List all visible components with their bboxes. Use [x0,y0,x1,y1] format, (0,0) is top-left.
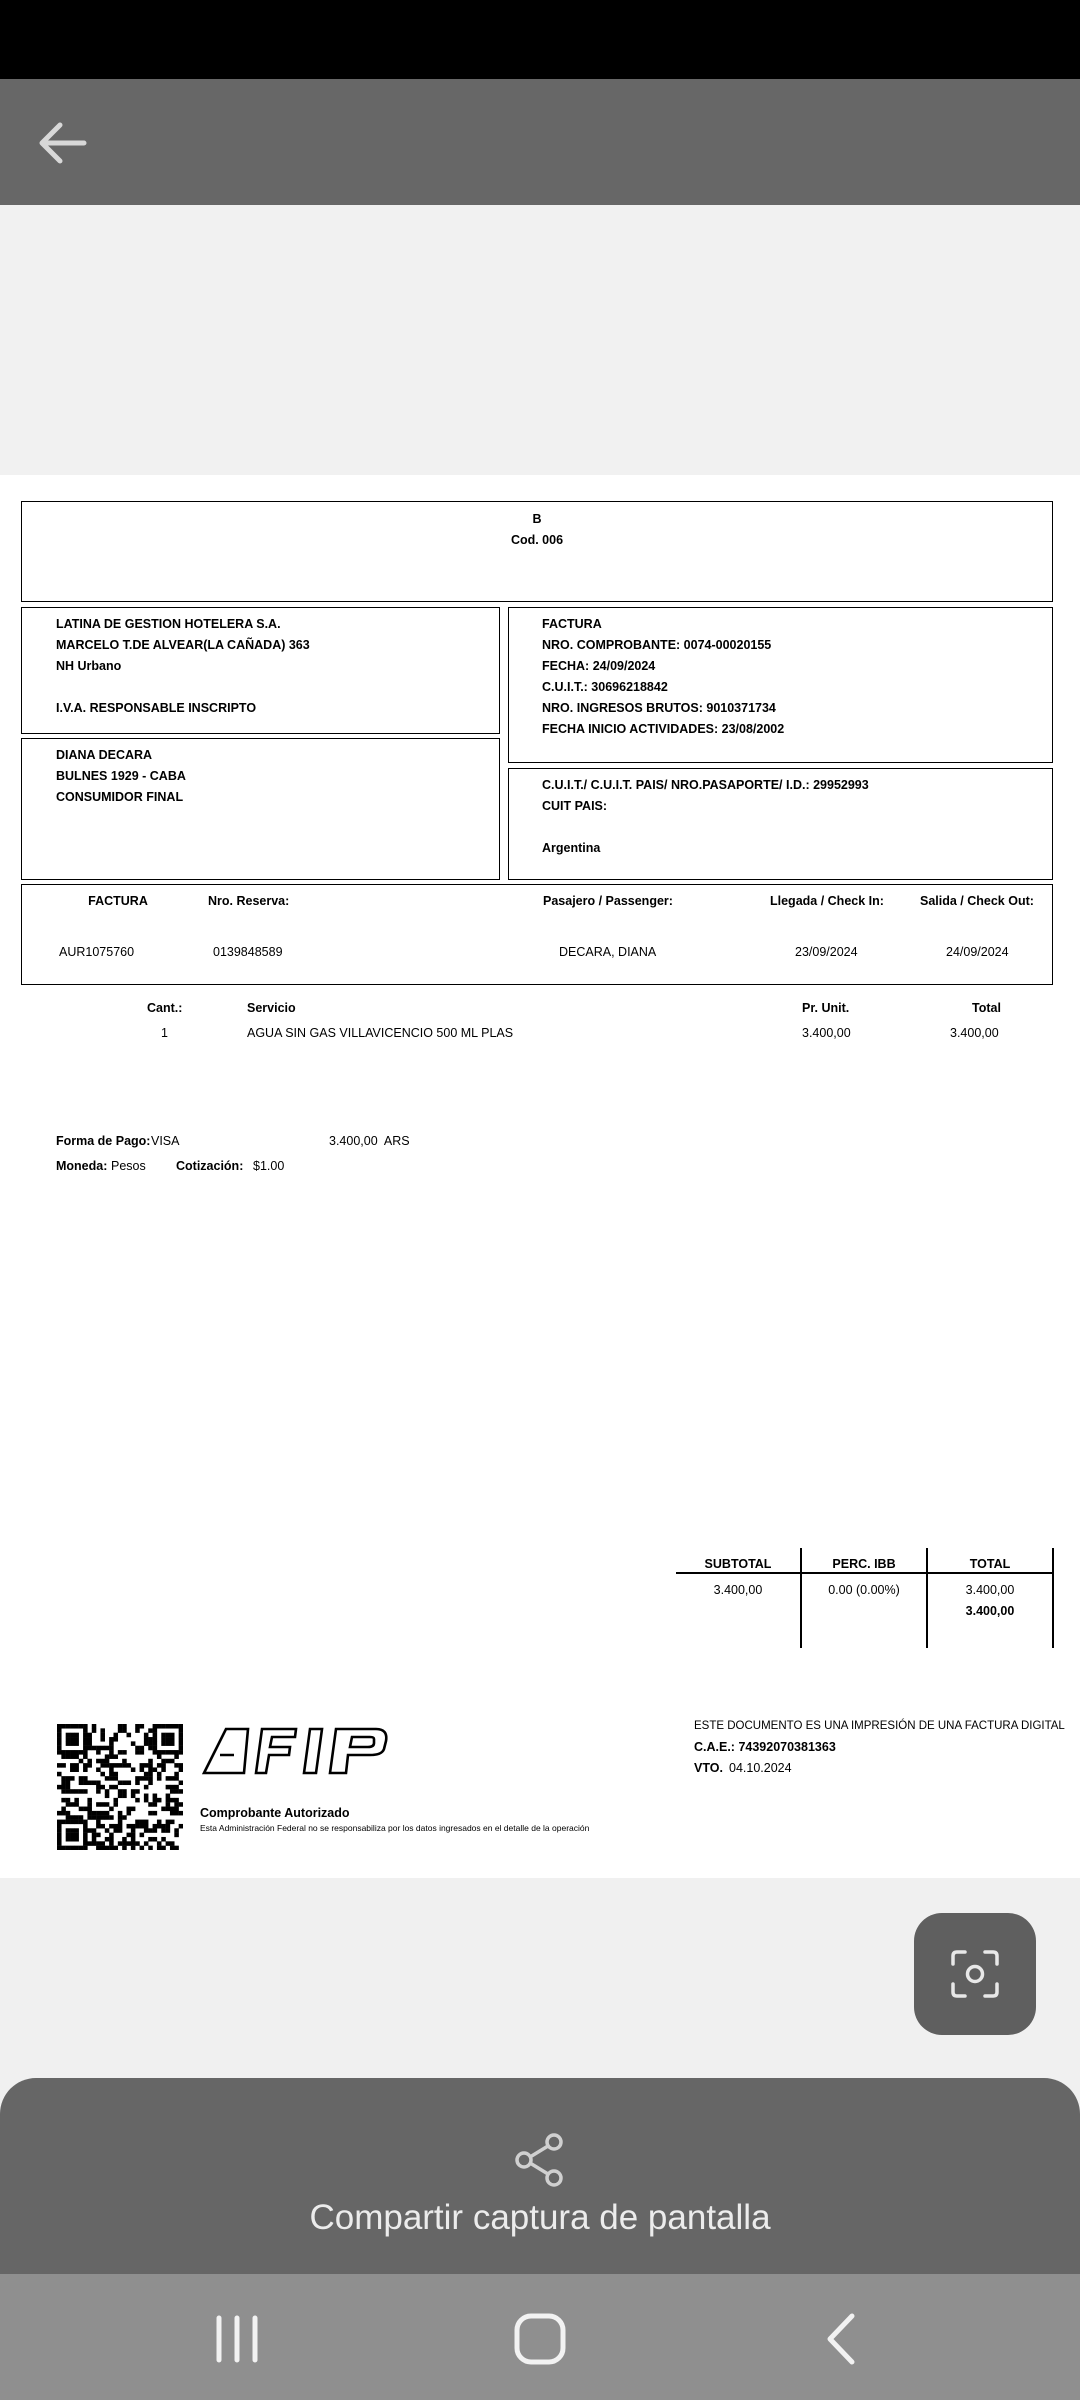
cae-number: C.A.E.: 74392070381363 [694,1740,836,1754]
issuer-tax-status: I.V.A. RESPONSABLE INSCRIPTO [56,701,257,715]
invoice-code: Cod. 006 [510,533,564,547]
afip-logo-text: AFIP [296,1771,299,1772]
rate-value: $1.00 [253,1159,285,1173]
stay-checkout: 24/09/2024 [946,945,1009,959]
stay-header-passenger: Pasajero / Passenger: [543,894,673,908]
client-id: C.U.I.T./ C.U.I.T. PAIS/ NRO.PASAPORTE/ I.D.: 29952993 [542,778,869,792]
afip-logo [200,1725,392,1777]
client-condition: CONSUMIDOR FINAL [56,790,184,804]
afip-disclaimer: Esta Administración Federal no se responsabiliza por los datos ingresados en el detalle de la operación [200,1823,590,1833]
item-service: AGUA SIN GAS VILLAVICENCIO 500 ML PLAS [247,1026,514,1040]
afip-authorized: Comprobante Autorizado [200,1806,350,1820]
stay-invoice-id: AUR1075760 [59,945,135,959]
currency-label: Moneda: [56,1159,108,1173]
totals-header-subtotal: SUBTOTAL [704,1557,772,1571]
vto-date: 04.10.2024 [729,1761,792,1775]
invoice-document [0,475,1080,1878]
subtotal-value: 3.400,00 [713,1583,763,1597]
client-cuit-pais: CUIT PAIS: [542,799,608,813]
totals-header-line [676,1572,1053,1574]
recent-apps-icon[interactable] [202,2304,272,2374]
doc-info-box [508,607,1053,763]
doc-type: FACTURA [542,617,602,631]
stay-checkin: 23/09/2024 [795,945,858,959]
share-icon [510,2130,570,2190]
status-bar [0,0,1080,79]
items-header-service: Servicio [247,1001,296,1015]
qr-code [57,1724,183,1850]
currency-value: Pesos [111,1159,146,1173]
totals-header-total: TOTAL [969,1557,1011,1571]
share-screenshot-sheet[interactable] [0,2078,1080,2274]
issuer-address: MARCELO T.DE ALVEAR(LA CAÑADA) 363 [56,638,310,652]
stay-passenger: DECARA, DIANA [559,945,657,959]
totals-divider [1052,1548,1054,1648]
preview-margin-top [0,205,1080,475]
invoice-header-box [21,501,1053,602]
items-header-qty: Cant.: [147,1001,183,1015]
client-id-box [508,768,1053,880]
issuer-brand: NH Urbano [56,659,122,673]
total-value: 3.400,00 [965,1583,1015,1597]
client-country: Argentina [542,841,601,855]
home-icon[interactable] [505,2304,575,2374]
client-address: BULNES 1929 - CABA [56,769,186,783]
invoice-letter: B [532,512,542,526]
doc-date: FECHA: 24/09/2024 [542,659,656,673]
payment-label: Forma de Pago: [56,1134,151,1148]
nav-back-icon[interactable] [808,2304,878,2374]
totals-header-perc: PERC. IBB [832,1557,896,1571]
items-header-unit: Pr. Unit. [802,1001,850,1015]
items-header-total: Total [972,1001,1001,1015]
client-box [21,738,500,880]
stay-box [21,884,1053,985]
doc-number: NRO. COMPROBANTE: 0074-00020155 [542,638,772,652]
top-app-bar [0,79,1080,205]
digital-note: ESTE DOCUMENTO ES UNA IMPRESIÓN DE UNA FACTURA DIGITAL [694,1720,1065,1732]
system-nav-bar [0,2274,1080,2400]
rate-label: Cotización: [176,1159,244,1173]
payment-method: VISA [151,1134,180,1148]
google-lens-icon [947,1946,1003,2002]
stay-header-checkin: Llegada / Check In: [770,894,884,908]
perc-value: 0.00 (0.00%) [828,1583,900,1597]
issuer-name: LATINA DE GESTION HOTELERA S.A. [56,617,281,631]
item-qty: 1 [161,1026,168,1040]
payment-amount: 3.400,00 ARS [329,1134,410,1148]
doc-iibb: NRO. INGRESOS BRUTOS: 9010371734 [542,701,776,715]
doc-start-date: FECHA INICIO ACTIVIDADES: 23/08/2002 [542,722,785,736]
issuer-box [21,607,500,734]
arrow-back-icon[interactable] [34,115,90,171]
google-lens-button[interactable] [914,1913,1036,2035]
stay-header-reservation: Nro. Reserva: [208,894,290,908]
stay-header-invoice: FACTURA [88,894,148,908]
item-total: 3.400,00 [950,1026,999,1040]
client-name: DIANA DECARA [56,748,153,762]
item-unit-price: 3.400,00 [802,1026,851,1040]
doc-cuit: C.U.I.T.: 30696218842 [542,680,668,694]
share-screenshot-label: Compartir captura de pantalla [309,2198,771,2237]
stay-reservation: 0139848589 [213,945,283,959]
stay-header-checkout: Salida / Check Out: [920,894,1034,908]
vto-label: VTO. [694,1761,723,1775]
grand-total-value: 3.400,00 [965,1604,1015,1618]
